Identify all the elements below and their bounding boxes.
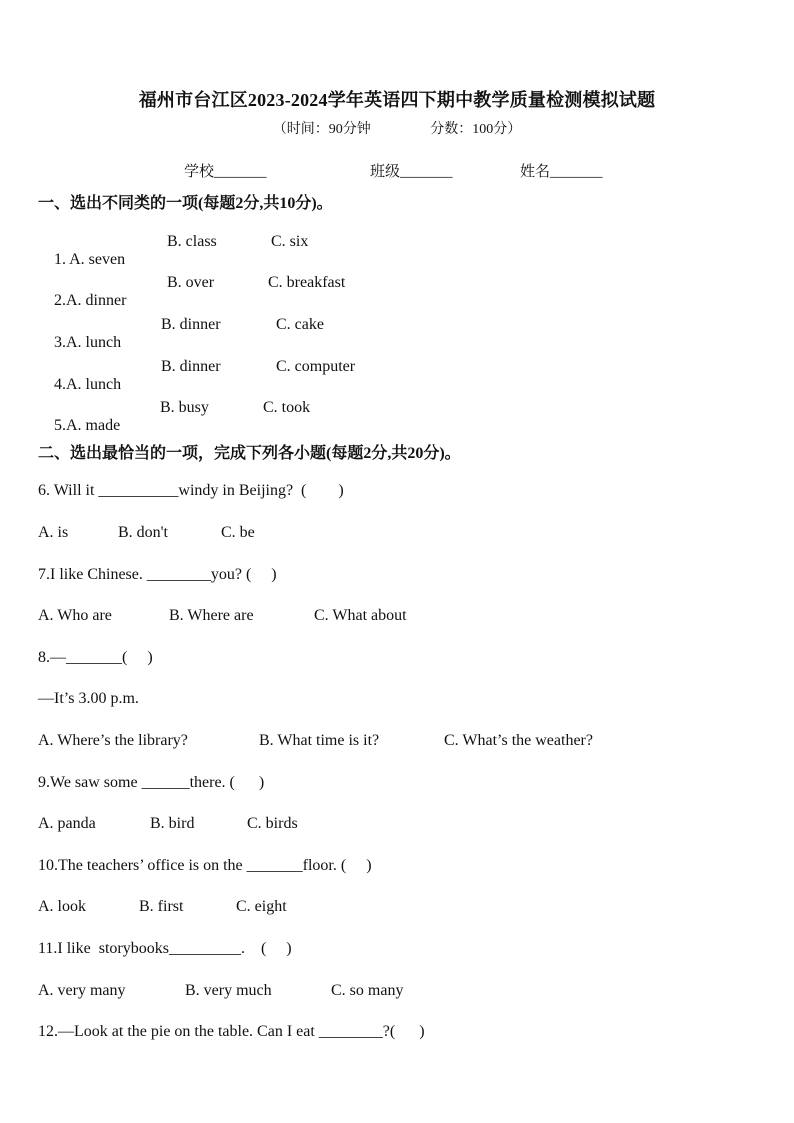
- question-6-option-c: C. be: [221, 524, 255, 541]
- question-8-option-b: B. What time is it?: [259, 732, 380, 749]
- question-4-option-b: B. dinner: [161, 358, 221, 375]
- question-2-option-b: B. over: [167, 274, 215, 291]
- question-12-stem: 12.—Look at the pie on the table. Can I eat ________?( ): [38, 1023, 425, 1040]
- question-6-option-a: A. is: [38, 524, 69, 541]
- question-10-stem: 10.The teachers’ office is on the _______floor. ( ): [38, 857, 372, 874]
- option-a: 1. A. seven: [54, 251, 126, 268]
- question-10-option-b: B. first: [139, 898, 184, 915]
- option-a: 2.A. dinner: [54, 292, 127, 309]
- question-10-option-c: C. eight: [236, 898, 287, 915]
- school-field: 学校_______: [184, 164, 267, 180]
- question-11-option-c: C. so many: [331, 982, 404, 999]
- question-8-option-c: C. What’s the weather?: [444, 732, 593, 749]
- question-1-option-c: C. six: [271, 233, 309, 250]
- question-10-option-a: A. look: [38, 898, 86, 915]
- question-4-option-c: C. computer: [276, 358, 356, 375]
- question-6-stem: 6. Will it __________windy in Beijing? ( ): [38, 482, 344, 499]
- question-7-option-c: C. What about: [314, 607, 407, 624]
- question-9-option-b: B. bird: [150, 815, 195, 832]
- question-8-option-a: A. Where’s the library?: [38, 732, 188, 749]
- question-6-option-b: B. don't: [118, 524, 168, 541]
- section1-heading: 一、选出不同类的一项(每题2分,共10分)。: [38, 195, 333, 212]
- question-7-option-a: A. Who are: [38, 607, 112, 624]
- question-1-option-b: B. class: [167, 233, 217, 250]
- question-11-option-a: A. very many: [38, 982, 126, 999]
- question-5-option-c: C. took: [263, 399, 311, 416]
- exam-title: 福州市台江区2023-2024学年英语四下期中教学质量检测模拟试题: [138, 90, 656, 110]
- question-3-option-c: C. cake: [276, 316, 324, 333]
- question-9-option-c: C. birds: [247, 815, 298, 832]
- question-8-stem: 8.—_______( ): [38, 649, 153, 666]
- option-a: 4.A. lunch: [54, 376, 122, 393]
- question-3-option-b: B. dinner: [161, 316, 221, 333]
- question-2-option-c: C. breakfast: [268, 274, 346, 291]
- question-7-stem: 7.I like Chinese. ________you? ( ): [38, 566, 277, 583]
- name-field: 姓名_______: [520, 164, 603, 180]
- exam-time-score: （时间：90分钟 分数：100分）: [272, 122, 522, 137]
- question-5-option-b: B. busy: [160, 399, 209, 416]
- question-9-option-a: A. panda: [38, 815, 96, 832]
- question-11-stem: 11.I like storybooks_________. ( ): [38, 940, 292, 957]
- class-field: 班级_______: [370, 164, 453, 180]
- question-8-answer-line: —It’s 3.00 p.m.: [38, 690, 139, 707]
- option-a: 3.A. lunch: [54, 334, 122, 351]
- question-7-option-b: B. Where are: [169, 607, 254, 624]
- question-11-option-b: B. very much: [185, 982, 272, 999]
- option-a: 5.A. made: [54, 417, 121, 434]
- question-9-stem: 9.We saw some ______there. ( ): [38, 774, 265, 791]
- section2-heading: 二、选出最恰当的一项，完成下列各小题(每题2分,共20分)。: [38, 445, 461, 462]
